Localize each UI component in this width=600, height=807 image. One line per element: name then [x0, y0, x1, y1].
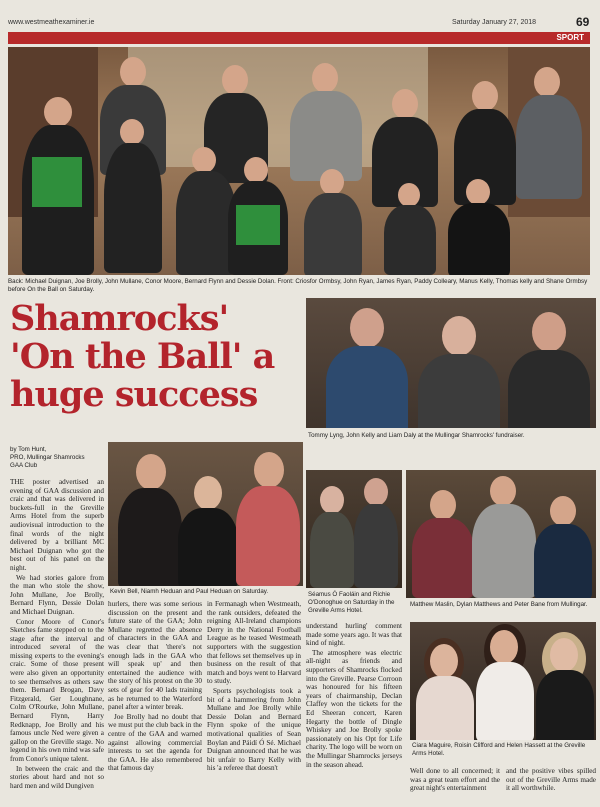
article-column-4	[306, 622, 402, 803]
issue-date: Saturday January 27, 2018	[452, 19, 537, 26]
byline	[10, 446, 105, 470]
paragraph: Joe Brolly had no doubt that we must put the club back in the centre of the GAA and warned against allowing commercial interests to set the agenda for the GAA. He also remembered that famous day	[108, 712, 202, 773]
headline-line-3: huge success	[10, 374, 258, 415]
article-column-6	[506, 767, 596, 805]
paragraph: In between the craic and the stories about hard and not so hard men and wild Dungiven	[10, 764, 104, 790]
byline-author: by Tom Hunt,	[10, 446, 47, 453]
paragraph: understand hurling' comment made some years ago. It was that kind of night.	[306, 622, 402, 648]
paragraph: and the positive vibes spilled out of the Greville Arms made it all worthwhile.	[506, 767, 596, 793]
headline-line-2: 'On the Ball' a	[10, 336, 275, 377]
byline-role: PRO, Mullingar Shamrocks	[10, 454, 85, 461]
trio-photo-caption: Kevin Bell, Niamh Heduan and Paul Heduan on Saturday.	[110, 588, 269, 595]
paragraph: in Fermanagh when Westmeath, the rank outsiders, defeated the reigning All-Ireland champions Derry in the National Football League as he teased Westmeath supporters with the suggestion that fellows set themselves up in business on the result of that match and boys went to Harvard to study.	[207, 600, 301, 686]
article-column-2	[108, 600, 202, 803]
two-men-photo-caption: Séamus Ó Faoláin and Richie O'Donoghue on Saturday in the Greville Arms Hotel.	[308, 591, 395, 614]
article-column-5	[410, 767, 500, 805]
trio-photo	[108, 442, 303, 586]
paragraph: The atmosphere was electric all-night as friends and supporters of Shamrocks flocked into the Greville. Pearse Corroon was honoured for his fifteen years of chairmanship, Declan Claffey won the tickets for the Ed Sheeran concert, Karen Hegarty the bottle of Dingle Whiskey and Joe Brolly spoke passionately on his Opt for Life charity. The logo will be worn on the Mullingar Shamrocks jerseys in the season ahead.	[306, 648, 402, 769]
paragraph: We had stories galore from the man who stole the show, John Mullane, Joe Brolly, Bernard Flynn, Dessie Dolan and Michael Duignan.	[10, 573, 104, 616]
article-headline	[10, 300, 310, 414]
byline-club: GAA Club	[10, 462, 38, 469]
headline-line-1: Shamrocks'	[10, 298, 229, 339]
website-url: www.westmeathexaminer.ie	[8, 19, 95, 26]
young-men-photo-caption: Matthew Maslin, Dylan Matthews and Peter Bane from Mullingar.	[410, 601, 588, 608]
section-label: SPORT	[556, 33, 584, 42]
paragraph: Well done to all concerned; it was a great team effort and the great night's entertainment	[410, 767, 500, 793]
article-column-3	[207, 600, 301, 803]
page-number: 69	[576, 15, 590, 29]
young-men-photo	[406, 470, 596, 598]
elders-photo	[306, 298, 596, 428]
paragraph: Conor Moore of Conor's Sketches fame stepped on to the stage after the interval and introduced several of the missing experts to the evening's craic. Some of those present were also given an opportunity to see themselves as others saw them. Bernard Brogan, Davy Fitzgerald, Ger Loughnane, Colm O'Rourke, John Mullane, Bernard Flynn, Harry Redknapp, Joe Brolly and his famous uncle Ned were given a gallop on the Greville stage. No legend in his own mind was safe from Conor's unique talent.	[10, 617, 104, 763]
top-group-photo	[8, 47, 590, 275]
paragraph: hurlers, there was some serious discussion on the present and future state of the GAA; John Mullane regretted the absence of characters in the GAA and was clear that 'there's not enough lads in the GAA who will speak up' and then entertained the audience with the story of his protest on the 30 sets of gear for 40 lads training as he returned to the Waterford panel after a winter break.	[108, 600, 202, 712]
two-men-photo	[306, 470, 402, 588]
top-photo-caption: Back: Michael Duignan, Joe Brolly, John Mullane, Conor Moore, Bernard Flynn and Dessie Dolan. Front: Criosfor Ormbsy, John Ryan, James Ryan, Paddy Colleary, Manus Kelly, Thomas kelly and Shane Ormbsy before On the Ball on Saturday.	[8, 278, 588, 293]
women-photo-caption: Ciara Maguire, Roisin Clifford and Helen Hassett at the Greville Arms Hotel.	[412, 742, 586, 757]
elders-photo-caption: Tommy Lyng, John Kelly and Liam Daly at the Mullingar Shamrocks' fundraiser.	[308, 432, 525, 439]
women-photo	[410, 622, 596, 740]
paragraph: Sports psychologists took a bit of a hammering from John Mullane and Joe Brolly while Dessie Dolan and Bernard Flynn spoke of the unique motivational qualities of Sean Boylan and Páidí Ó Sé. Michael Duignan announced that he was bit unfair to Barry Kelly with his 'a referee that doesn't	[207, 686, 301, 773]
paragraph: THE poster advertised an evening of GAA discussion and craic and that was delivered in buckets-full in the Greville Arms Hotel from the superb audiovisual introduction to the final words of the night delivered by a brilliant MC Michael Duignan who got the best out of his panel on the night.	[10, 478, 104, 572]
section-bar	[8, 32, 590, 44]
article-column-1	[10, 478, 104, 803]
